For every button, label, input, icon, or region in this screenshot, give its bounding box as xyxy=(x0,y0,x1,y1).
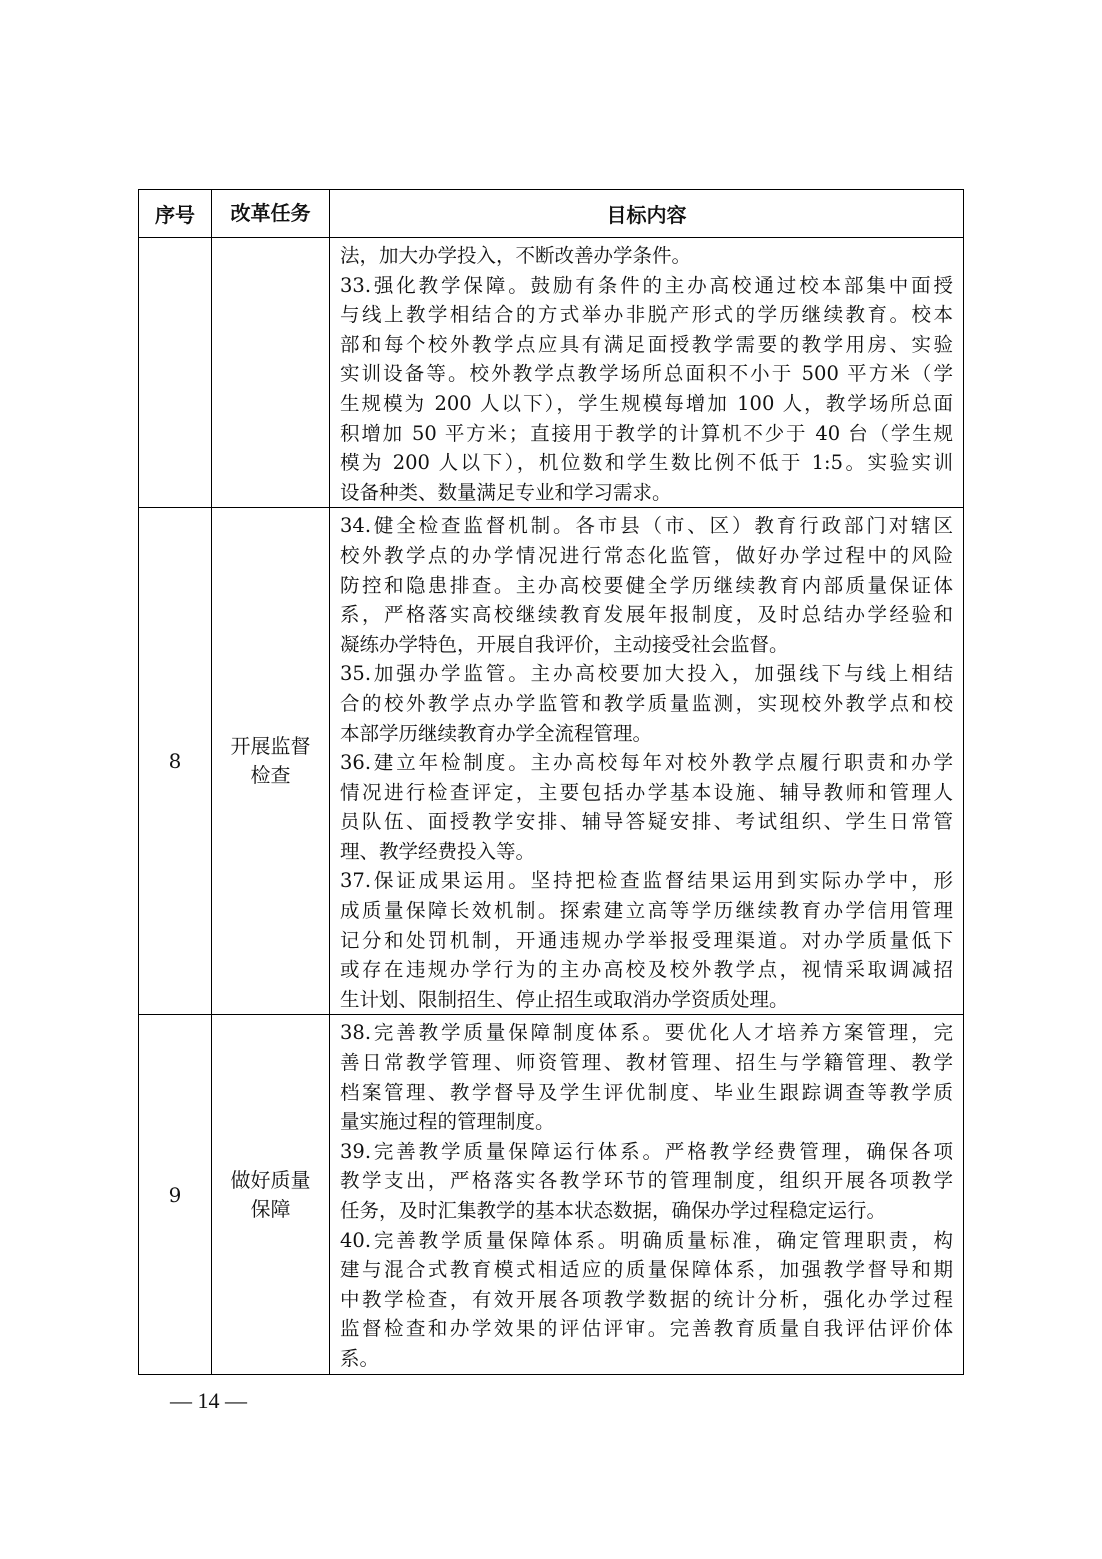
text-line: 模为 200 人以下），机位数和学生数比例不低于 1:5。实验实训 xyxy=(340,451,953,475)
header-serial-number: 序号 xyxy=(139,190,212,238)
reform-task-label: 做好质量保障 xyxy=(230,1167,311,1221)
text-line: 记分和处罚机制，开通违规办学举报受理渠道。对办学质量低下 xyxy=(340,928,953,952)
text-line: 生计划、限制招生、停止招生或取消办学资质处理。 xyxy=(340,987,789,1011)
text-line: 员队伍、面授教学安排、辅导答疑安排、考试组织、学生日常管 xyxy=(340,810,953,834)
text-line: 建与混合式教育模式相适应的质量保障体系，加强教学督导和期 xyxy=(340,1258,953,1282)
header-reform-task: 改革任务 xyxy=(212,190,330,238)
text-line: 与线上教学相结合的方式举办非脱产形式的学历继续教育。校本 xyxy=(340,303,953,327)
reform-task-cell xyxy=(212,238,330,508)
text-line: 40.完善教学质量保障体系。明确质量标准，确定管理职责，构 xyxy=(340,1228,953,1252)
text-line: 任务，及时汇集教学的基本状态数据，确保办学过程稳定运行。 xyxy=(340,1199,887,1222)
text-line: 33.强化教学保障。鼓励有条件的主办高校通过校本部集中面授 xyxy=(340,273,953,297)
text-line: 36.建立年检制度。主办高校每年对校外教学点履行职责和办学 xyxy=(340,751,953,775)
target-paragraph xyxy=(340,271,953,508)
text-line: 防控和隐患排查。主办高校要健全学历继续教育内部质量保证体 xyxy=(340,573,953,597)
table-row xyxy=(139,238,964,508)
target-paragraph xyxy=(340,1018,953,1136)
text-line: 教学支出，严格落实各教学环节的管理制度，组织开展各项教学 xyxy=(340,1169,953,1193)
target-paragraph xyxy=(340,748,953,866)
text-line: 中教学检查，有效开展各项教学数据的统计分析，强化办学过程 xyxy=(340,1287,953,1311)
text-line: 凝练办学特色，开展自我评价，主动接受社会监督。 xyxy=(340,632,789,656)
target-paragraph xyxy=(340,241,953,271)
text-line: 部和每个校外教学点应具有满足面授教学需要的教学用房、实验 xyxy=(340,332,953,356)
text-line: 系，严格落实高校继续教育发展年报制度，及时总结办学经验和 xyxy=(340,603,953,627)
text-line: 系。 xyxy=(340,1346,380,1370)
text-line: 39.完善教学质量保障运行体系。严格教学经费管理，确保各项 xyxy=(340,1139,953,1163)
text-line: 生规模为 200 人以下），学生规模每增加 100 人，教学场所总面 xyxy=(340,391,953,415)
table-row xyxy=(139,1015,964,1374)
target-content-cell xyxy=(330,1015,964,1374)
reform-task-label: 开展监督检查 xyxy=(230,734,311,788)
text-line: 35.加强办学监管。主办高校要加大投入，加强线下与线上相结 xyxy=(340,662,953,686)
text-line: 校外教学点的办学情况进行常态化监管，做好办学过程中的风险 xyxy=(340,543,953,567)
text-line: 情况进行检查评定，主要包括办学基本设施、辅导教师和管理人 xyxy=(340,780,953,804)
target-content-cell xyxy=(330,508,964,1015)
text-line: 积增加 50 平方米；直接用于教学的计算机不少于 40 台（学生规 xyxy=(340,421,953,445)
text-line: 法，加大办学投入，不断改善办学条件。 xyxy=(340,244,692,267)
text-line: 或存在违规办学行为的主办高校及校外教学点，视情采取调减招 xyxy=(340,958,953,982)
serial-number-cell xyxy=(139,238,212,508)
reform-task-cell xyxy=(212,1015,330,1374)
text-line: 量实施过程的管理制度。 xyxy=(340,1110,555,1134)
text-line: 合的校外教学点办学监管和教学质量监测，实现校外教学点和校 xyxy=(340,691,953,715)
text-line: 38.完善教学质量保障制度体系。要优化人才培养方案管理，完 xyxy=(340,1021,953,1045)
reform-task-cell xyxy=(212,508,330,1015)
serial-number-cell: 9 xyxy=(139,1015,212,1374)
text-line: 实训设备等。校外教学点教学场所总面积不小于 500 平方米（学 xyxy=(340,362,953,386)
target-paragraph xyxy=(340,1137,953,1226)
text-line: 档案管理、教学督导及学生评优制度、毕业生跟踪调查等教学质 xyxy=(340,1080,953,1104)
target-paragraph xyxy=(340,1226,953,1374)
serial-number-cell: 8 xyxy=(139,508,212,1015)
text-line: 37.保证成果运用。坚持把检查监督结果运用到实际办学中，形 xyxy=(340,869,953,893)
text-line: 成质量保障长效机制。探索建立高等学历继续教育办学信用管理 xyxy=(340,899,953,923)
target-content-cell xyxy=(330,238,964,508)
reform-task-table xyxy=(138,189,964,1375)
target-paragraph xyxy=(340,659,953,748)
text-line: 善日常教学管理、师资管理、教材管理、招生与学籍管理、教学 xyxy=(340,1051,953,1075)
table-row xyxy=(139,508,964,1015)
target-paragraph xyxy=(340,866,953,1014)
text-line: 34.健全检查监督机制。各市县（市、区）教育行政部门对辖区 xyxy=(340,514,953,538)
text-line: 设备种类、数量满足专业和学习需求。 xyxy=(340,480,672,504)
table-header-row xyxy=(139,190,964,238)
target-paragraph xyxy=(340,511,953,659)
text-line: 监督检查和办学效果的评估评审。完善教育质量自我评估评价体 xyxy=(340,1317,953,1341)
header-target-content: 目标内容 xyxy=(330,190,964,238)
page-number: — 14 — xyxy=(170,1388,247,1413)
text-line: 理、教学经费投入等。 xyxy=(340,839,536,863)
text-line: 本部学历继续教育办学全流程管理。 xyxy=(340,721,653,745)
